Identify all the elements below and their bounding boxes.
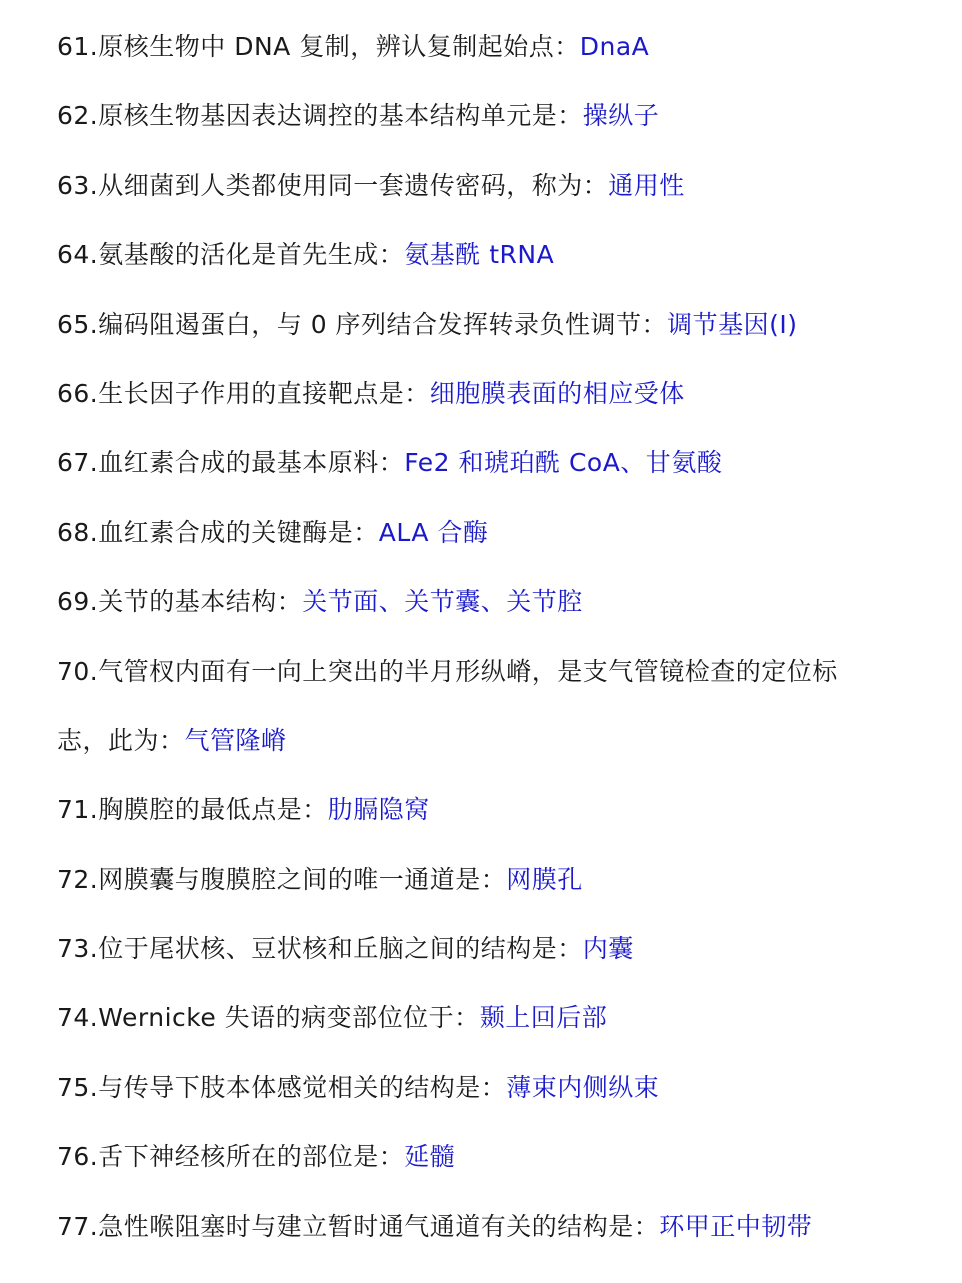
question-text: 志，此为： <box>57 725 185 755</box>
answer-text: 颞上回后部 <box>479 1003 608 1033</box>
question-text: 74.Wernicke 失语的病变部位位于： <box>57 1003 480 1033</box>
qa-line-73 <box>57 927 917 996</box>
qa-line-77 <box>57 1205 917 1274</box>
qa-line-75 <box>57 1066 917 1135</box>
qa-line-63 <box>57 164 917 233</box>
answer-text: ALA 合酶 <box>378 517 489 547</box>
answer-text: DnaA <box>579 32 650 61</box>
qa-line-67 <box>57 441 917 510</box>
answer-text: 环甲正中韧带 <box>659 1211 813 1241</box>
question-text: 65.编码阻遏蛋白，与 0 序列结合发挥转录负性调节： <box>57 309 668 339</box>
answer-text: 通用性 <box>608 170 685 200</box>
question-text: 67.血红素合成的最基本原料： <box>57 448 405 478</box>
question-text: 75.与传导下肢本体感觉相关的结构是： <box>57 1072 507 1102</box>
question-text: 62.原核生物基因表达调控的基本结构单元是： <box>57 101 583 131</box>
qa-line-66 <box>57 372 917 441</box>
question-text: 73.位于尾状核、豆状核和丘脑之间的结构是： <box>57 934 583 964</box>
question-text: 71.胸膜腔的最低点是： <box>57 795 328 825</box>
answer-text: 细胞膜表面的相应受体 <box>429 378 685 408</box>
answer-text: 内囊 <box>582 934 634 964</box>
qa-line-74 <box>57 996 917 1065</box>
qa-line-70a <box>57 650 917 719</box>
qa-line-71 <box>57 788 917 857</box>
answer-text: 调节基因(I) <box>667 309 798 339</box>
qa-line-69 <box>57 580 917 649</box>
answer-text: 延髓 <box>404 1142 456 1172</box>
question-text: 68.血红素合成的关键酶是： <box>57 517 379 547</box>
qa-line-64 <box>57 233 917 302</box>
qa-line-68 <box>57 511 917 580</box>
answer-text: 网膜孔 <box>506 864 583 894</box>
answer-text: Fe2 和琥珀酰 CoA、甘氨酸 <box>404 448 723 478</box>
question-text: 66.生长因子作用的直接靶点是： <box>57 378 430 408</box>
question-text: 72.网膜囊与腹膜腔之间的唯一通道是： <box>57 864 507 894</box>
answer-text: 关节面、关节囊、关节腔 <box>302 587 583 617</box>
qa-line-70b <box>57 719 917 788</box>
question-text: 69.关节的基本结构： <box>57 587 303 617</box>
answer-text: 薄束内侧纵束 <box>506 1072 660 1102</box>
question-text: 63.从细菌到人类都使用同一套遗传密码，称为： <box>57 170 609 200</box>
question-text: 70.气管杈内面有一向上突出的半月形纵嵴，是支气管镜检查的定位标 <box>57 656 838 686</box>
question-text: 77.急性喉阻塞时与建立暂时通气通道有关的结构是： <box>57 1211 660 1241</box>
qa-line-72 <box>57 858 917 927</box>
question-text: 76.舌下神经核所在的部位是： <box>57 1142 405 1172</box>
qa-line-65 <box>57 303 917 372</box>
qa-line-76 <box>57 1135 917 1204</box>
qa-line-61 <box>57 25 917 94</box>
answer-text: 氨基酰 tRNA <box>404 240 555 270</box>
qa-line-62 <box>57 94 917 163</box>
answer-text: 操纵子 <box>582 101 660 131</box>
question-text: 61.原核生物中 DNA 复制，辨认复制起始点： <box>57 32 580 61</box>
question-text: 64.氨基酸的活化是首先生成： <box>57 240 405 270</box>
answer-text: 气管隆嵴 <box>184 725 287 755</box>
qa-document <box>57 25 917 1274</box>
answer-text: 肋膈隐窝 <box>327 795 430 825</box>
